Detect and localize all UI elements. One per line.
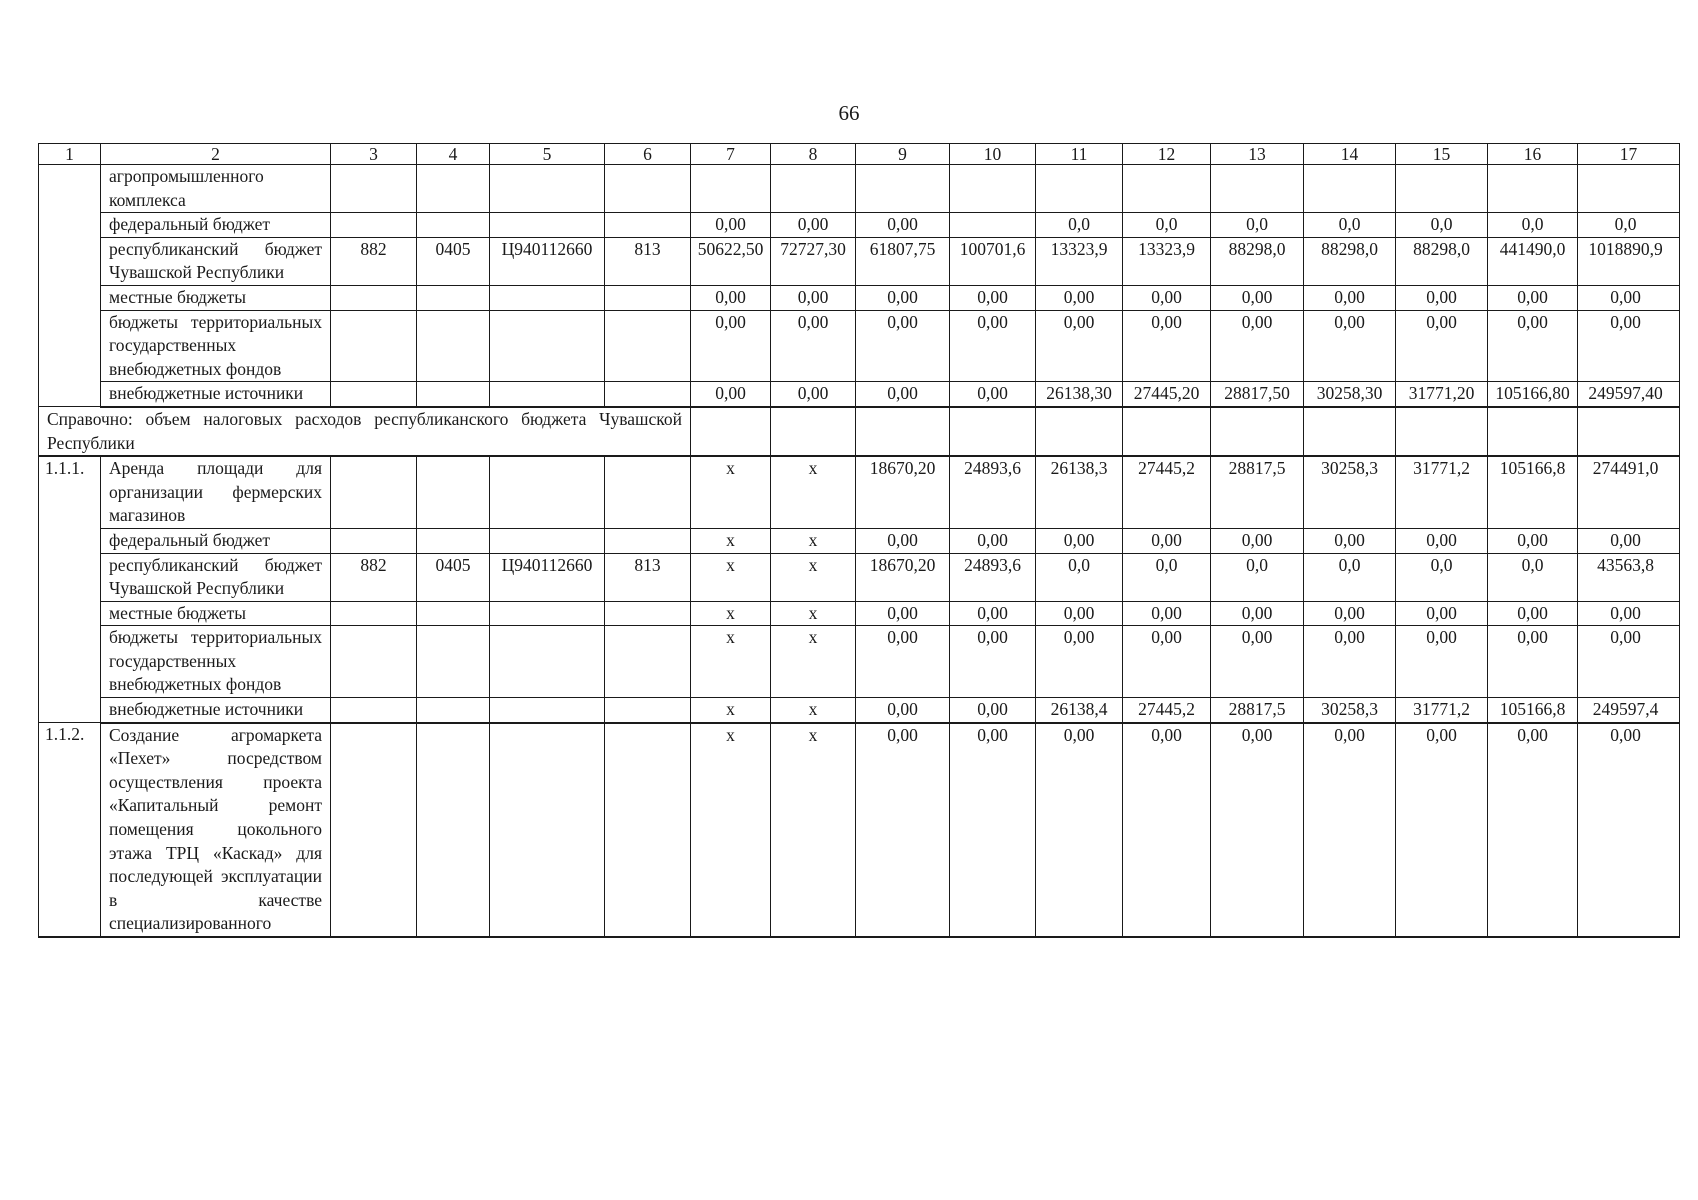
empty-cell [771,407,856,456]
cell-c5 [490,601,605,626]
cell-c15: 0,00 [1396,310,1488,382]
note-row [39,407,1680,456]
cell-c7: 0,00 [691,382,771,407]
cell-c14: 0,0 [1304,553,1396,601]
table-row [39,528,1680,553]
cell-c5: Ц940112660 [490,553,605,601]
cell-c9: 0,00 [856,528,950,553]
col-header: 3 [331,144,417,165]
cell-c9: 61807,75 [856,237,950,285]
table-row [39,723,1680,937]
cell-c14: 0,0 [1304,213,1396,238]
cell-c9 [856,165,950,213]
cell-c13: 0,00 [1211,310,1304,382]
cell-c11: 26138,30 [1036,382,1123,407]
cell-c3 [331,285,417,310]
cell-c8 [771,165,856,213]
cell-c4 [417,626,490,698]
cell-c4 [417,213,490,238]
cell-c8: x [771,698,856,723]
cell-c17 [1578,165,1680,213]
table-row [39,698,1680,723]
cell-c10: 100701,6 [950,237,1036,285]
row-name: республиканский бюджет Чувашской Республики [101,553,331,601]
cell-c14: 88298,0 [1304,237,1396,285]
cell-c16: 0,00 [1488,723,1578,937]
cell-c16: 0,00 [1488,601,1578,626]
cell-c17: 0,00 [1578,601,1680,626]
table-body [39,165,1680,938]
cell-c6 [605,382,691,407]
cell-c13: 0,0 [1211,213,1304,238]
cell-c5 [490,528,605,553]
cell-c15: 88298,0 [1396,237,1488,285]
note-text: Справочно: объем налоговых расходов республиканского бюджета Чувашской Республики [39,407,691,456]
empty-cell [1304,407,1396,456]
cell-c7: x [691,528,771,553]
cell-c11: 0,00 [1036,310,1123,382]
cell-c11: 0,00 [1036,723,1123,937]
cell-c10 [950,213,1036,238]
cell-c7: 50622,50 [691,237,771,285]
cell-c12: 0,0 [1123,553,1211,601]
cell-c7 [691,165,771,213]
cell-c11: 0,0 [1036,213,1123,238]
cell-c15: 0,00 [1396,723,1488,937]
cell-c4 [417,723,490,937]
cell-c12: 27445,2 [1123,456,1211,528]
cell-c13: 88298,0 [1211,237,1304,285]
cell-c6 [605,310,691,382]
cell-c7: 0,00 [691,213,771,238]
cell-c8: 0,00 [771,310,856,382]
cell-c8: x [771,601,856,626]
cell-c4 [417,285,490,310]
cell-c3 [331,165,417,213]
cell-c15: 0,00 [1396,285,1488,310]
cell-c12: 0,00 [1123,626,1211,698]
cell-c6 [605,528,691,553]
cell-c9: 0,00 [856,285,950,310]
cell-c6 [605,165,691,213]
cell-c17: 0,00 [1578,528,1680,553]
row-name: бюджеты территориальных государственных внебюджетных фондов [101,626,331,698]
row-name: Создание агромаркета «Пехет» посредством осуществления проекта «Капитальный ремонт помещения цокольного этажа ТРЦ «Каскад» для последующей эксплуатации в качестве специализированного [101,723,331,937]
cell-c11: 0,00 [1036,528,1123,553]
cell-c11: 26138,3 [1036,456,1123,528]
cell-c11: 13323,9 [1036,237,1123,285]
row-name: агропромышленного комплекса [101,165,331,213]
col-header: 12 [1123,144,1211,165]
cell-c13 [1211,165,1304,213]
cell-c10: 0,00 [950,601,1036,626]
cell-c14: 0,00 [1304,285,1396,310]
cell-c4 [417,528,490,553]
cell-c5: Ц940112660 [490,237,605,285]
cell-c14 [1304,165,1396,213]
cell-c10: 0,00 [950,285,1036,310]
table-row [39,165,1680,213]
row-name: республиканский бюджет Чувашской Республики [101,237,331,285]
cell-c13: 28817,50 [1211,382,1304,407]
col-header: 7 [691,144,771,165]
cell-c15: 0,00 [1396,528,1488,553]
cell-c13: 0,00 [1211,601,1304,626]
cell-c6 [605,698,691,723]
row-name: внебюджетные источники [101,698,331,723]
cell-c8: 0,00 [771,213,856,238]
table-row [39,626,1680,698]
col-header: 9 [856,144,950,165]
cell-c10: 0,00 [950,528,1036,553]
cell-c9: 0,00 [856,213,950,238]
cell-c3: 882 [331,553,417,601]
cell-c8: 0,00 [771,382,856,407]
column-number-row [39,144,1680,165]
cell-c16: 0,0 [1488,213,1578,238]
cell-c3 [331,698,417,723]
cell-c17: 249597,4 [1578,698,1680,723]
cell-c15: 0,0 [1396,553,1488,601]
row-name: бюджеты территориальных государственных внебюджетных фондов [101,310,331,382]
cell-c7: 0,00 [691,285,771,310]
cell-c17: 43563,8 [1578,553,1680,601]
cell-c17: 0,00 [1578,723,1680,937]
cell-c15: 0,0 [1396,213,1488,238]
cell-c16: 0,00 [1488,626,1578,698]
cell-c14: 30258,30 [1304,382,1396,407]
cell-c4 [417,698,490,723]
cell-c6: 813 [605,237,691,285]
cell-c17: 249597,40 [1578,382,1680,407]
cell-c10: 0,00 [950,382,1036,407]
cell-c5 [490,723,605,937]
cell-c13: 0,00 [1211,626,1304,698]
cell-c10: 0,00 [950,698,1036,723]
row-code: 1.1.2. [39,723,101,937]
cell-c7: x [691,723,771,937]
cell-c15: 31771,2 [1396,698,1488,723]
cell-c16: 0,00 [1488,310,1578,382]
cell-c16: 441490,0 [1488,237,1578,285]
cell-c12 [1123,165,1211,213]
cell-c12: 0,00 [1123,285,1211,310]
cell-c5 [490,285,605,310]
empty-cell [1211,407,1304,456]
cell-c12: 0,00 [1123,528,1211,553]
cell-c13: 0,00 [1211,528,1304,553]
cell-c7: x [691,553,771,601]
empty-cell [1488,407,1578,456]
col-header: 15 [1396,144,1488,165]
cell-c14: 0,00 [1304,310,1396,382]
col-header: 17 [1578,144,1680,165]
cell-c3 [331,382,417,407]
col-header: 8 [771,144,856,165]
table-row [39,213,1680,238]
cell-c8: x [771,626,856,698]
cell-c11: 0,00 [1036,601,1123,626]
row-name: Аренда площади для организации фермерских магазинов [101,456,331,528]
empty-cell [1578,407,1680,456]
cell-c9: 0,00 [856,626,950,698]
col-header: 14 [1304,144,1396,165]
cell-c7: x [691,698,771,723]
cell-c9: 0,00 [856,310,950,382]
cell-c8: x [771,723,856,937]
cell-c5 [490,213,605,238]
cell-c13: 0,00 [1211,723,1304,937]
cell-c16: 0,00 [1488,528,1578,553]
empty-cell [856,407,950,456]
cell-c12: 13323,9 [1123,237,1211,285]
cell-c6 [605,285,691,310]
cell-c7: x [691,456,771,528]
cell-c11: 0,00 [1036,285,1123,310]
cell-c7: 0,00 [691,310,771,382]
row-name: внебюджетные источники [101,382,331,407]
cell-c16 [1488,165,1578,213]
cell-c12: 0,00 [1123,723,1211,937]
cell-c15: 0,00 [1396,626,1488,698]
page-number: 66 [838,101,860,125]
table-row [39,237,1680,285]
cell-c6: 813 [605,553,691,601]
col-header: 6 [605,144,691,165]
cell-c4 [417,310,490,382]
cell-c4 [417,601,490,626]
cell-c17: 0,00 [1578,310,1680,382]
cell-c14: 0,00 [1304,601,1396,626]
cell-c3 [331,456,417,528]
cell-c17: 0,00 [1578,626,1680,698]
col-header: 10 [950,144,1036,165]
table-row [39,285,1680,310]
empty-cell [691,407,771,456]
cell-c10: 24893,6 [950,553,1036,601]
cell-c16: 105166,8 [1488,456,1578,528]
cell-c13: 0,0 [1211,553,1304,601]
cell-c8: 0,00 [771,285,856,310]
cell-c9: 18670,20 [856,553,950,601]
cell-c9: 0,00 [856,723,950,937]
table-row [39,382,1680,407]
table-row [39,310,1680,382]
empty-cell [1123,407,1211,456]
cell-c17: 1018890,9 [1578,237,1680,285]
cell-c12: 27445,2 [1123,698,1211,723]
cell-c15: 31771,20 [1396,382,1488,407]
table-row [39,553,1680,601]
cell-c4 [417,165,490,213]
table-row [39,456,1680,528]
cell-c5 [490,456,605,528]
cell-c6 [605,626,691,698]
cell-c8: x [771,456,856,528]
empty-cell [950,407,1036,456]
cell-c9: 0,00 [856,698,950,723]
table-header [39,144,1680,165]
col-header: 11 [1036,144,1123,165]
cell-c6 [605,723,691,937]
cell-c5 [490,626,605,698]
cell-c3 [331,528,417,553]
cell-c4 [417,456,490,528]
col-header: 16 [1488,144,1578,165]
cell-c7: x [691,601,771,626]
cell-c13: 28817,5 [1211,456,1304,528]
cell-c3: 882 [331,237,417,285]
col-header: 5 [490,144,605,165]
empty-cell [1036,407,1123,456]
cell-c5 [490,310,605,382]
cell-c9: 0,00 [856,601,950,626]
cell-c10: 0,00 [950,626,1036,698]
cell-c10: 0,00 [950,310,1036,382]
cell-c11: 0,0 [1036,553,1123,601]
cell-c4: 0405 [417,237,490,285]
cell-c17: 0,0 [1578,213,1680,238]
cell-c14: 30258,3 [1304,698,1396,723]
cell-c10: 0,00 [950,723,1036,937]
cell-c14: 30258,3 [1304,456,1396,528]
budget-table [38,143,1680,938]
cell-c12: 27445,20 [1123,382,1211,407]
row-code: 1.1.1. [39,456,101,723]
cell-c12: 0,00 [1123,601,1211,626]
cell-c14: 0,00 [1304,528,1396,553]
cell-c11 [1036,165,1123,213]
col-header: 2 [101,144,331,165]
cell-c7: x [691,626,771,698]
col-header: 1 [39,144,101,165]
cell-c17: 0,00 [1578,285,1680,310]
cell-c16: 0,0 [1488,553,1578,601]
cell-c8: 72727,30 [771,237,856,285]
cell-c16: 105166,8 [1488,698,1578,723]
col-header: 13 [1211,144,1304,165]
cell-c5 [490,382,605,407]
col-header: 4 [417,144,490,165]
cell-c13: 0,00 [1211,285,1304,310]
cell-c6 [605,601,691,626]
cell-c15: 0,00 [1396,601,1488,626]
cell-c3 [331,723,417,937]
cell-c3 [331,213,417,238]
cell-c5 [490,698,605,723]
cell-c3 [331,626,417,698]
row-name: федеральный бюджет [101,213,331,238]
cell-c6 [605,456,691,528]
cell-c15: 31771,2 [1396,456,1488,528]
empty-cell [1396,407,1488,456]
cell-c4 [417,382,490,407]
cell-c4: 0405 [417,553,490,601]
cell-c3 [331,310,417,382]
cell-c13: 28817,5 [1211,698,1304,723]
row-code [39,165,101,407]
cell-c12: 0,0 [1123,213,1211,238]
cell-c6 [605,213,691,238]
row-name: местные бюджеты [101,285,331,310]
row-name: местные бюджеты [101,601,331,626]
cell-c11: 0,00 [1036,626,1123,698]
cell-c16: 0,00 [1488,285,1578,310]
cell-c16: 105166,80 [1488,382,1578,407]
cell-c10: 24893,6 [950,456,1036,528]
row-name: федеральный бюджет [101,528,331,553]
cell-c9: 0,00 [856,382,950,407]
cell-c12: 0,00 [1123,310,1211,382]
cell-c14: 0,00 [1304,723,1396,937]
table-row [39,601,1680,626]
cell-c14: 0,00 [1304,626,1396,698]
cell-c11: 26138,4 [1036,698,1123,723]
cell-c15 [1396,165,1488,213]
cell-c8: x [771,553,856,601]
cell-c17: 274491,0 [1578,456,1680,528]
cell-c9: 18670,20 [856,456,950,528]
cell-c10 [950,165,1036,213]
cell-c3 [331,601,417,626]
cell-c8: x [771,528,856,553]
cell-c5 [490,165,605,213]
